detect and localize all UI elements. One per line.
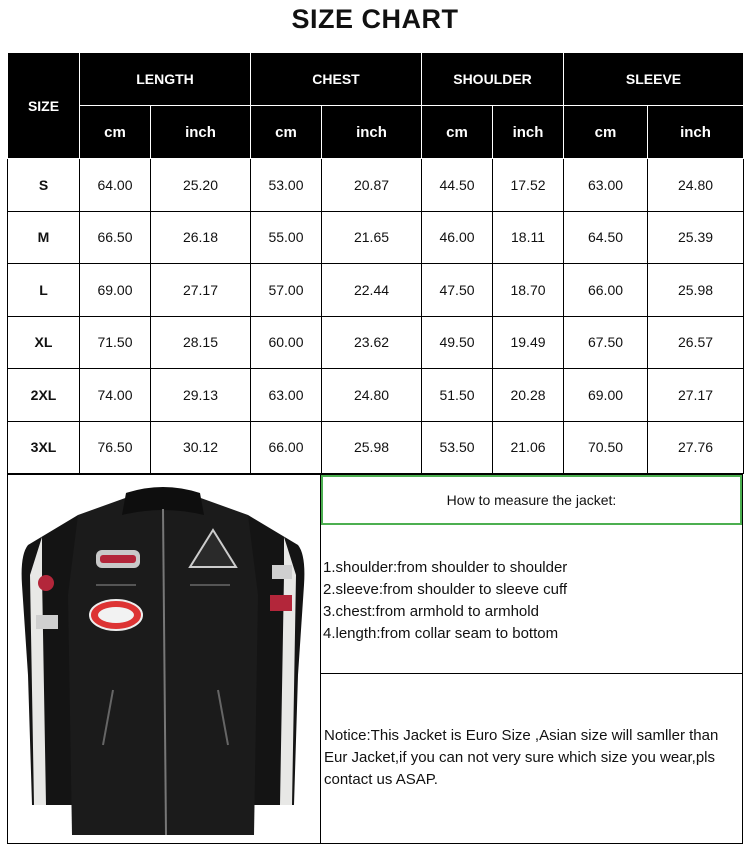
table-cell: 23.62 [322,316,422,369]
unit-header: cm [422,106,493,159]
table-row [8,211,744,264]
table-cell: 53.50 [422,421,493,474]
table-cell: 26.18 [151,211,251,264]
table-cell: 27.76 [648,421,744,474]
size-cell: 3XL [8,421,80,474]
measure-heading: How to measure the jacket: [321,475,742,525]
table-cell: 53.00 [251,159,322,212]
table-row [8,421,744,474]
shoulder-header: SHOULDER [422,53,564,106]
measure-step: 4.length:from collar seam to bottom [323,625,559,642]
size-chart-table [7,52,744,474]
table-cell: 25.20 [151,159,251,212]
table-cell: 69.00 [564,369,648,422]
table-cell: 25.98 [648,264,744,317]
table-cell: 44.50 [422,159,493,212]
table-cell: 24.80 [648,159,744,212]
table-cell: 17.52 [493,159,564,212]
unit-header: inch [151,106,251,159]
measure-step: 1.shoulder:from shoulder to shoulder [323,559,568,576]
table-cell: 18.70 [493,264,564,317]
table-cell: 66.00 [251,421,322,474]
table-cell: 21.65 [322,211,422,264]
sleeve-header: SLEEVE [564,53,744,106]
table-cell: 30.12 [151,421,251,474]
table-row [8,159,744,212]
table-cell: 22.44 [322,264,422,317]
table-cell: 69.00 [80,264,151,317]
table-cell: 64.00 [80,159,151,212]
table-cell: 49.50 [422,316,493,369]
jacket-photo [8,475,321,843]
size-cell: S [8,159,80,212]
table-cell: 26.57 [648,316,744,369]
size-cell: M [8,211,80,264]
measure-step: 2.sleeve:from shoulder to sleeve cuff [323,581,568,598]
table-cell: 20.28 [493,369,564,422]
jacket-icon [8,475,320,843]
size-cell: L [8,264,80,317]
table-cell: 63.00 [251,369,322,422]
table-cell: 76.50 [80,421,151,474]
table-cell: 19.49 [493,316,564,369]
page-title: SIZE CHART [291,4,459,34]
table-cell: 74.00 [80,369,151,422]
table-row [8,264,744,317]
size-column-header: SIZE [8,53,80,159]
table-cell: 25.98 [322,421,422,474]
unit-header: inch [322,106,422,159]
table-row [8,369,744,422]
table-cell: 55.00 [251,211,322,264]
table-row [8,316,744,369]
unit-header: inch [493,106,564,159]
unit-header: cm [251,106,322,159]
table-cell: 57.00 [251,264,322,317]
table-cell: 27.17 [151,264,251,317]
measure-step: 3.chest:from armhold to armhold [323,603,539,620]
table-cell: 28.15 [151,316,251,369]
chest-header: CHEST [251,53,422,106]
divider [321,673,742,674]
table-cell: 21.06 [493,421,564,474]
table-cell: 24.80 [322,369,422,422]
table-cell: 25.39 [648,211,744,264]
table-cell: 71.50 [80,316,151,369]
table-cell: 60.00 [251,316,322,369]
table-cell: 46.00 [422,211,493,264]
table-cell: 64.50 [564,211,648,264]
size-cell: XL [8,316,80,369]
table-cell: 66.00 [564,264,648,317]
table-cell: 47.50 [422,264,493,317]
notice-text: Notice:This Jacket is Euro Size ,Asian size will samller than Eur Jacket,if you can not very sure which size you wear,pls contact us ASAP. [324,727,719,788]
table-cell: 51.50 [422,369,493,422]
table-cell: 70.50 [564,421,648,474]
table-cell: 63.00 [564,159,648,212]
table-cell: 67.50 [564,316,648,369]
table-cell: 27.17 [648,369,744,422]
length-header: LENGTH [80,53,251,106]
size-cell: 2XL [8,369,80,422]
unit-header: inch [648,106,744,159]
unit-header: cm [80,106,151,159]
table-cell: 20.87 [322,159,422,212]
table-cell: 18.11 [493,211,564,264]
measure-steps [323,557,738,645]
table-cell: 29.13 [151,369,251,422]
measure-section [7,474,743,844]
table-cell: 66.50 [80,211,151,264]
unit-header: cm [564,106,648,159]
